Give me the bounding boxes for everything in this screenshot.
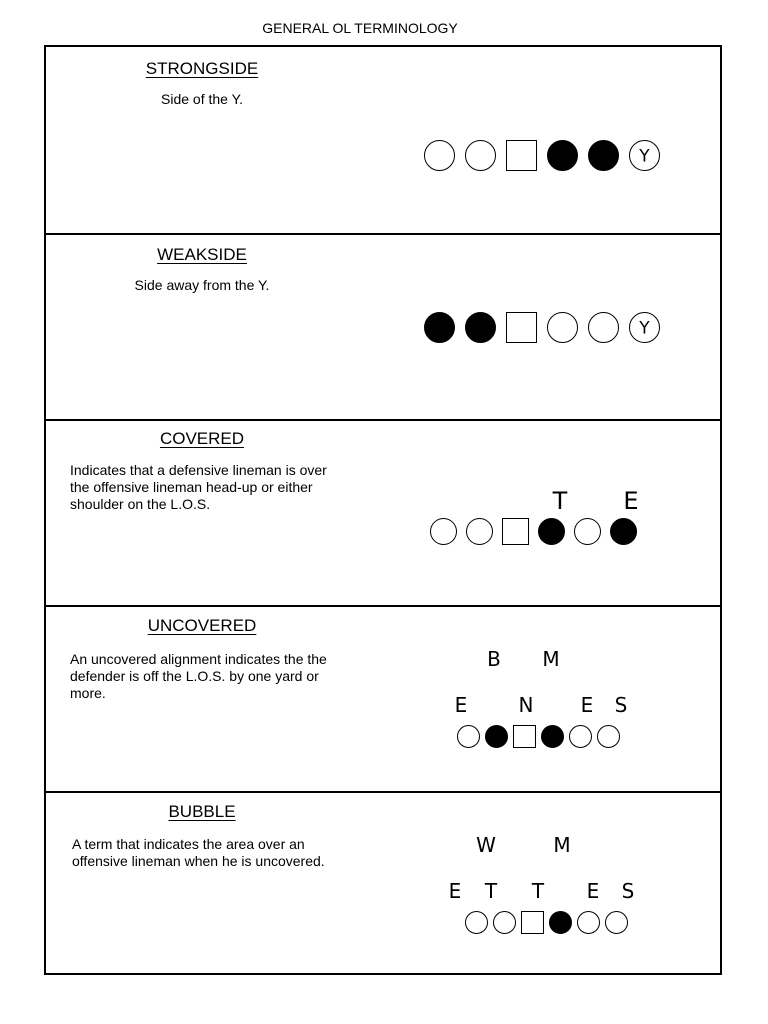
tight-end-label: Y — [639, 146, 650, 167]
defender-label: W — [476, 833, 496, 857]
defender-label: E — [454, 693, 468, 717]
offensive-line — [431, 519, 637, 545]
open-lineman-circle — [589, 313, 619, 343]
filled-lineman-circle — [486, 726, 508, 748]
center-square — [507, 141, 537, 171]
section-description: Indicates that a defensive lineman is over the offensive lineman head-up or either shoulder on the L.O.S. — [70, 462, 327, 512]
formation-svg — [406, 793, 720, 979]
section-heading: STRONGSIDE — [145, 59, 259, 78]
offensive-line — [458, 726, 620, 748]
section-bubble — [46, 791, 720, 977]
open-lineman-circle — [458, 726, 480, 748]
offensive-line — [466, 912, 628, 934]
section-heading: WEAKSIDE — [157, 245, 247, 264]
defender-label: E — [580, 693, 594, 717]
defender-label: T — [484, 879, 498, 903]
terminology-table — [44, 45, 722, 975]
filled-lineman-circle — [550, 912, 572, 934]
section-description: Side of the Y. — [161, 91, 243, 107]
defender-label: T — [552, 487, 568, 515]
defender-label: S — [614, 693, 628, 717]
center-square — [514, 726, 536, 748]
page-title: GENERAL OL TERMINOLOGY — [262, 20, 458, 36]
formation-svg — [406, 235, 720, 421]
open-lineman-circle — [570, 726, 592, 748]
open-lineman-circle — [598, 726, 620, 748]
open-lineman-circle — [494, 912, 516, 934]
center-square — [522, 912, 544, 934]
defender-label: S — [621, 879, 635, 903]
section-description: Side away from the Y. — [134, 277, 270, 293]
section-description: A term that indicates the area over an offensive lineman when he is uncovered. — [72, 836, 325, 869]
section-covered — [46, 419, 720, 605]
open-lineman-circle — [425, 141, 455, 171]
filled-lineman-circle — [466, 313, 496, 343]
filled-lineman-circle — [589, 141, 619, 171]
defender-label: T — [531, 879, 545, 903]
filled-lineman-circle — [425, 313, 455, 343]
formation-diagram — [406, 793, 720, 979]
defender-label: M — [542, 647, 560, 671]
open-lineman-circle — [606, 912, 628, 934]
open-lineman-circle — [548, 313, 578, 343]
open-lineman-circle — [466, 912, 488, 934]
formation-diagram — [406, 47, 720, 233]
section-heading: UNCOVERED — [147, 616, 257, 635]
defender-label: E — [623, 487, 639, 515]
center-square — [507, 313, 537, 343]
section-weakside — [46, 233, 720, 419]
section-heading: BUBBLE — [168, 802, 236, 821]
defender-label: E — [586, 879, 600, 903]
open-lineman-circle — [575, 519, 601, 545]
offensive-line — [425, 141, 660, 171]
formation-svg — [406, 607, 720, 793]
offensive-line — [425, 313, 660, 343]
formation-svg — [406, 47, 720, 233]
formation-diagram — [406, 421, 720, 607]
open-lineman-circle — [466, 141, 496, 171]
filled-lineman-circle — [542, 726, 564, 748]
defender-label: M — [553, 833, 571, 857]
center-square — [503, 519, 529, 545]
section-description: An uncovered alignment indicates the the defender is off the L.O.S. by one yard or more. — [70, 651, 327, 701]
section-uncovered — [46, 605, 720, 791]
section-strongside — [46, 47, 720, 233]
filled-lineman-circle — [539, 519, 565, 545]
section-heading: COVERED — [159, 429, 245, 448]
open-lineman-circle — [578, 912, 600, 934]
open-lineman-circle — [431, 519, 457, 545]
formation-svg — [406, 421, 720, 607]
tight-end-label: Y — [639, 318, 650, 339]
formation-diagram — [406, 607, 720, 793]
defender-label: B — [487, 647, 501, 671]
filled-lineman-circle — [611, 519, 637, 545]
formation-diagram — [406, 235, 720, 421]
open-lineman-circle — [467, 519, 493, 545]
filled-lineman-circle — [548, 141, 578, 171]
defender-label: N — [518, 693, 534, 717]
defender-label: E — [448, 879, 462, 903]
